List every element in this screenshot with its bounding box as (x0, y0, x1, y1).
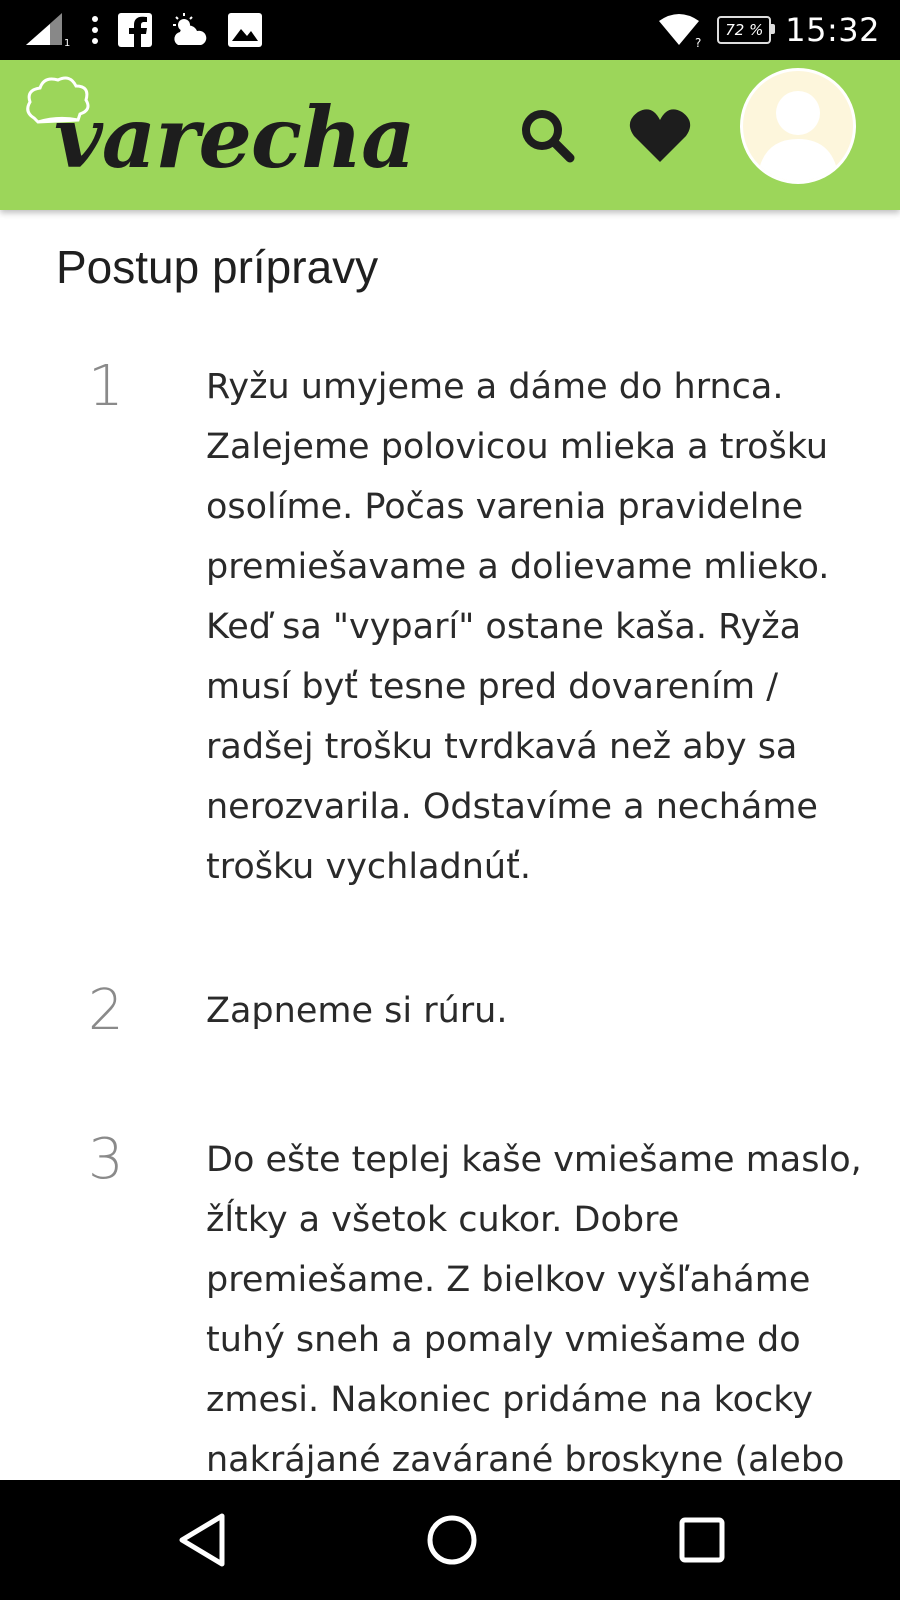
wifi-icon (657, 13, 703, 47)
back-icon[interactable] (176, 1512, 228, 1572)
step-number: 2 (88, 978, 124, 1043)
battery-indicator: 72 % (717, 16, 771, 44)
facebook-icon (118, 13, 152, 47)
more-options-icon (90, 13, 100, 47)
step-text: Do ešte teplej kaše vmiešame maslo, žĺtky a všetok cukor. Dobre premiešame. Z bielkov vyšľaháme tuhý sneh a pomaly vmiešame do zmesi. Nakoniec pridáme na kocky nakrájané zavárané broskyne (alebo (206, 1140, 862, 1480)
navigation-bar (0, 1480, 900, 1600)
logo-text: varecha (54, 88, 415, 187)
home-icon[interactable] (424, 1512, 480, 1572)
signal-icon (24, 13, 72, 47)
clock: 15:32 (785, 11, 880, 49)
step-number: 3 (88, 1127, 124, 1192)
app-header (0, 60, 900, 210)
favorites-heart-icon[interactable] (628, 108, 692, 168)
varecha-logo[interactable] (24, 72, 424, 202)
image-icon (228, 13, 262, 47)
user-avatar[interactable] (740, 68, 856, 184)
section-title: Postup prípravy (56, 241, 379, 293)
svg-text:1: 1 (64, 38, 71, 47)
status-bar (0, 0, 900, 60)
svg-text:?: ? (695, 36, 702, 47)
step-text: Ryžu umyjeme a dáme do hrnca. Zalejeme polovicou mlieka a trošku osolíme. Počas varenia pravidelne premiešavame a dolievame mlieko. Keď sa "vyparí" ostane kaša. Ryža musí byť tesne pred dovarením / radšej trošku tvrdkavá než aby sa nerozvarila. Odstavíme a necháme trošku vychladnúť. (206, 367, 830, 887)
step-text: Zapneme si rúru. (206, 991, 508, 1031)
weather-icon (170, 13, 210, 47)
recent-apps-icon[interactable] (678, 1512, 726, 1572)
step-number: 1 (88, 354, 124, 419)
search-icon[interactable] (518, 106, 578, 170)
